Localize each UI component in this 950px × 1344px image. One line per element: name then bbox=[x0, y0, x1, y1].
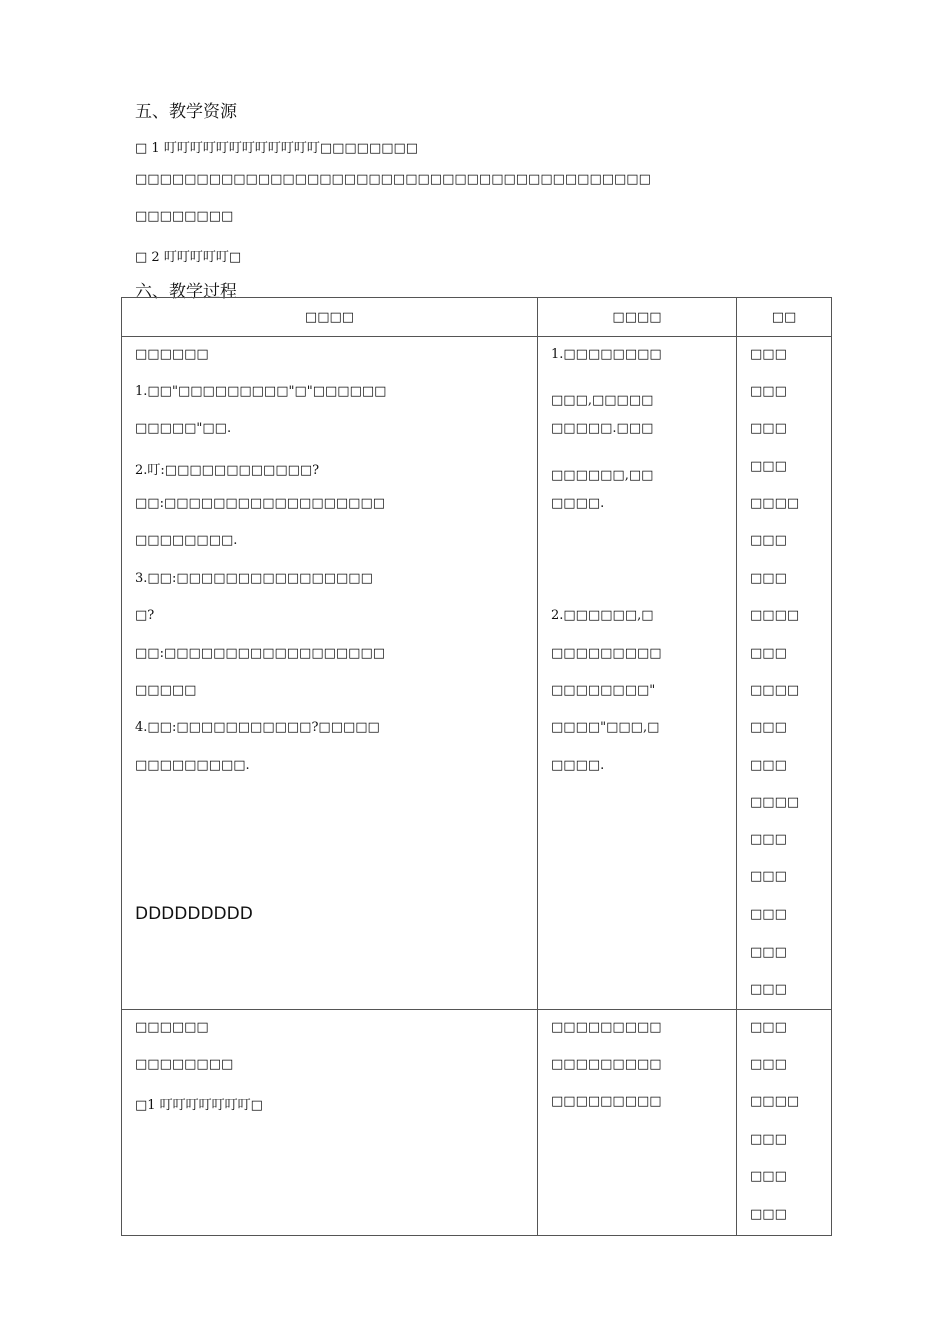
section-title-teaching-process: 六、教学过程 bbox=[135, 282, 237, 302]
row1-student-cell bbox=[538, 337, 737, 1010]
cell-line: □□□□□□□□. bbox=[135, 533, 238, 548]
cell-line: 1.□□"□□□□□□□□□"□"□□□□□□ bbox=[135, 384, 387, 399]
cell-line: □□□ bbox=[750, 1057, 787, 1072]
teaching-process-table bbox=[121, 297, 832, 1236]
row2-student-cell bbox=[538, 1010, 737, 1236]
table-header-row bbox=[122, 298, 832, 337]
cell-line: □□□□□.□□□ bbox=[551, 421, 654, 436]
cell-line: □□:□□□□□□□□□□□□□□□□□□ bbox=[135, 496, 386, 511]
cell-line: □□□,□□□□□ bbox=[551, 393, 654, 408]
header-col-3: □□ bbox=[737, 298, 832, 337]
cell-line: 2.叮:□□□□□□□□□□□□? bbox=[135, 463, 320, 478]
cell-line: □□□□□□□□" bbox=[551, 683, 656, 698]
cell-line: □? bbox=[135, 608, 155, 623]
cell-line: □□□□. bbox=[551, 758, 605, 773]
cell-line: □□□□□□□□□ bbox=[551, 1020, 662, 1035]
row2-intent-cell bbox=[737, 1010, 832, 1236]
cell-line: □□□□ bbox=[750, 683, 800, 698]
header-col-2: □□□□ bbox=[538, 298, 737, 337]
cell-line: □□□ bbox=[750, 907, 787, 922]
cell-line: □□□□□□□□ bbox=[135, 1057, 234, 1072]
cell-line: 4.□□:□□□□□□□□□□□?□□□□□ bbox=[135, 720, 380, 735]
cell-line-placeholder: DDDDDDDDD bbox=[135, 904, 253, 924]
cell-line: □□□□□□□□□ bbox=[551, 1094, 662, 1109]
cell-line: □□□ bbox=[750, 945, 787, 960]
cell-line: □□□ bbox=[750, 459, 787, 474]
cell-line: □□□ bbox=[750, 982, 787, 997]
cell-line: □□□□"□□□,□ bbox=[551, 720, 660, 735]
cell-line: □□□□□□ bbox=[135, 1020, 209, 1035]
cell-line: □□□ bbox=[750, 758, 787, 773]
row1-activity-cell bbox=[122, 337, 538, 1010]
cell-line: □□□□□□ bbox=[135, 347, 209, 362]
section-title-teaching-resources: 五、教学资源 bbox=[135, 102, 237, 122]
cell-line: □□□□ bbox=[750, 496, 800, 511]
cell-line: □□□ bbox=[750, 347, 787, 362]
cell-line: □□□ bbox=[750, 1132, 787, 1147]
cell-line: □□□ bbox=[750, 832, 787, 847]
cell-line: □□□□□□,□□ bbox=[551, 468, 654, 483]
cell-line: □□□ bbox=[750, 384, 787, 399]
cell-line: 2.□□□□□□,□ bbox=[551, 608, 654, 623]
cell-line: □□□ bbox=[750, 1169, 787, 1184]
cell-line: □□□ bbox=[750, 421, 787, 436]
cell-line: □□□□□□□□□ bbox=[551, 1057, 662, 1072]
resource-item-1: □ 1 叮叮叮叮叮叮叮叮叮叮叮叮□□□□□□□□ bbox=[135, 141, 419, 156]
header-col-1: □□□□ bbox=[122, 298, 538, 337]
table-row bbox=[122, 1010, 832, 1236]
cell-line: □□□□ bbox=[750, 1094, 800, 1109]
cell-line: □□□ bbox=[750, 1020, 787, 1035]
cell-line: □□□□. bbox=[551, 496, 605, 511]
cell-line: □□□ bbox=[750, 1207, 787, 1222]
table-row bbox=[122, 337, 832, 1010]
cell-line: □□:□□□□□□□□□□□□□□□□□□ bbox=[135, 646, 386, 661]
resource-text-line: □□□□□□□□□□□□□□□□□□□□□□□□□□□□□□□□□□□□□□□□□□ bbox=[135, 172, 651, 187]
cell-line: □□□□□ bbox=[135, 683, 197, 698]
cell-line: 3.□□:□□□□□□□□□□□□□□□□ bbox=[135, 571, 373, 586]
cell-line: □□□ bbox=[750, 869, 787, 884]
resource-item-2: □ 2 叮叮叮叮叮□ bbox=[135, 250, 242, 265]
cell-line: □□□ bbox=[750, 720, 787, 735]
cell-line: □□□ bbox=[750, 571, 787, 586]
cell-line: □□□ bbox=[750, 533, 787, 548]
resource-text-line: □□□□□□□□ bbox=[135, 209, 234, 224]
row1-intent-cell bbox=[737, 337, 832, 1010]
cell-line: □1 叮叮叮叮叮叮叮□ bbox=[135, 1098, 263, 1113]
cell-line: 1.□□□□□□□□ bbox=[551, 347, 662, 362]
cell-line: □□□ bbox=[750, 646, 787, 661]
row2-activity-cell bbox=[122, 1010, 538, 1236]
cell-line: □□□□□□□□□. bbox=[135, 758, 250, 773]
cell-line: □□□□□□□□□ bbox=[551, 646, 662, 661]
cell-line: □□□□ bbox=[750, 795, 800, 810]
cell-line: □□□□ bbox=[750, 608, 800, 623]
cell-line: □□□□□"□□. bbox=[135, 421, 232, 436]
